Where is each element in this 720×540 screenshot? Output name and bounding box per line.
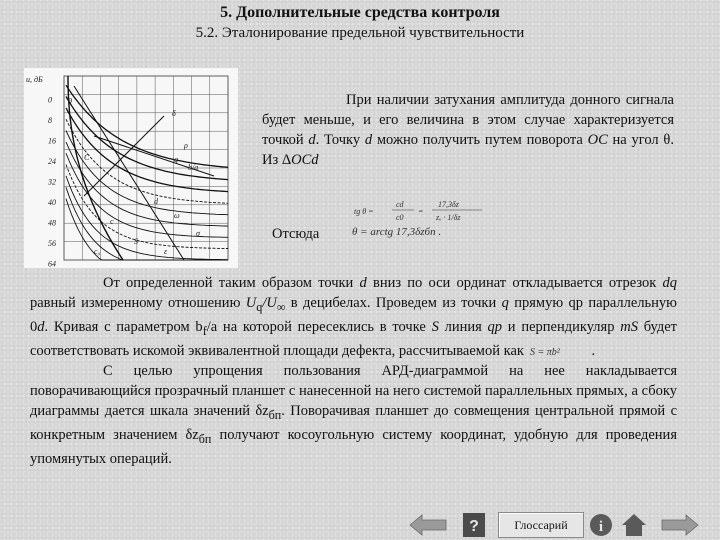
svg-text:i: i (598, 519, 604, 535)
svg-text:S = πb²: S = πb² (529, 347, 560, 359)
svg-text:32: 32 (48, 177, 56, 187)
right-arrow-icon (662, 515, 698, 535)
diagram-curve-label: S (134, 237, 138, 246)
diagram-curve-label: q (174, 155, 178, 164)
svg-text:zₒ · 1/δz: zₒ · 1/δz (436, 213, 461, 222)
svg-text:48: 48 (48, 218, 56, 228)
navigation-bar (408, 512, 720, 538)
back-arrow-button[interactable] (408, 512, 448, 538)
diagram-curve-label: ω (174, 211, 180, 220)
diagram-curve-label: с (110, 217, 114, 226)
diagram-curve-label: θ (68, 97, 72, 106)
svg-text:64: 64 (48, 259, 56, 268)
svg-text:40: 40 (48, 198, 56, 207)
paragraph-attenuation: При наличии затухания амплитуда донного сигнала будет меньше, и его величина в этом случае характеризуется точкой d. Точку d можно получить путем поворота ОС на угол θ. Из ΔOCd (262, 92, 674, 168)
home-icon (622, 514, 646, 536)
svg-text:tg θ =: tg θ = (354, 207, 374, 216)
diagram-curve-label: σ (196, 229, 200, 238)
diagram-curve-label: δ (172, 109, 176, 118)
svg-text:17,3δz: 17,3δz (438, 200, 459, 209)
otsyuda-label: Отсюда (272, 226, 320, 242)
glossary-button[interactable]: Глоссарий (498, 512, 584, 538)
info-button[interactable] (588, 512, 614, 538)
formula-theta-arctg: θ = arctg 17,3δzбп . (352, 226, 442, 238)
formula-tg-theta (352, 196, 502, 226)
forward-arrow-button[interactable] (660, 512, 700, 538)
diagram-curve-label: с₀ (94, 247, 101, 256)
diagram-curve-label: ε (164, 247, 168, 256)
diagram-curve-label: d (154, 197, 158, 206)
paragraph-procedure: От определенной таким образом точки d вниз по оси ординат откладывается отрезок dq равный измеренному отношению $U_q/U_\infty$ в децибелах. Проведем из точки q прямую qp параллельную 0d. Кривая с параметром $b_f/a$ на которой пересеклись в точке S линия qp и перпендикуляр mS будет соответствовать искомой эквивалентной площади дефекта, рассчитываемой как S = πb² . С целью упрощения пользования АРД-диаграммой на нее накладывается поворачивающийся прозрачный планшет с нанесенной на него системой параллельных прямых, а сбоку диаграммы дается шкала значений $\delta z_{бп}$. Поворачивая планшет до совмещения центральной прямой с конкретным значением $\delta z_{бп}$ получают косоугольную систему координат, удобную для проведения упомянутых операций. (30, 275, 678, 467)
slide-subtitle: 5.2. Эталонирование предельной чувствительности (195, 25, 525, 41)
svg-text:u, дБ: u, дБ (26, 75, 43, 84)
svg-text:cd: cd (396, 200, 404, 209)
ard-diagram-figure (24, 68, 238, 268)
svg-text:56: 56 (48, 239, 56, 248)
svg-text:c0: c0 (396, 213, 404, 222)
formula-area (528, 343, 592, 359)
diagram-curve-label: b/a (188, 163, 199, 172)
svg-text:0: 0 (48, 95, 52, 105)
diagram-curve-label: С (84, 153, 90, 162)
svg-text:24: 24 (48, 157, 56, 166)
question-mark-icon: ? (469, 518, 479, 535)
left-arrow-icon (410, 515, 446, 535)
svg-text:=: = (418, 207, 424, 216)
svg-text:8: 8 (48, 116, 52, 125)
home-button[interactable] (620, 512, 648, 538)
diagram-curve-label: ρ (184, 141, 188, 150)
help-button[interactable] (462, 512, 486, 538)
slide-title: 5. Дополнительные средства контроля (220, 4, 500, 21)
svg-text:16: 16 (48, 136, 56, 146)
